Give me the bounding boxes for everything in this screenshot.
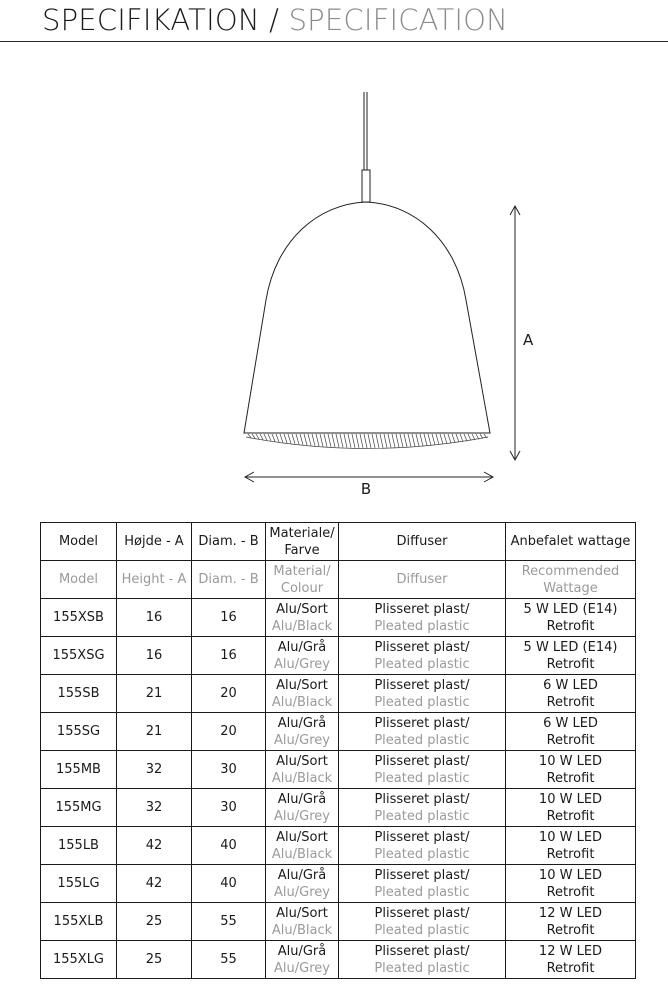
height-cell: 21 <box>117 713 192 751</box>
table-row <box>41 789 636 827</box>
wattage-type: Retrofit <box>546 770 595 786</box>
model-cell: 155XLG <box>41 941 117 979</box>
diameter-cell: 40 <box>192 865 266 903</box>
model-cell: 155MG <box>41 789 117 827</box>
table-row <box>41 637 636 675</box>
wattage-type: Retrofit <box>546 808 595 824</box>
wattage-value: 10 W LED <box>538 829 603 845</box>
diffuser-cell <box>339 751 506 789</box>
diffuser-english: Pleated plastic <box>374 618 470 634</box>
material-english: Alu/Black <box>271 922 333 938</box>
header-cell: Anbefalet wattage <box>506 523 636 561</box>
material-cell <box>266 713 339 751</box>
diameter-cell: 30 <box>192 789 266 827</box>
diffuser-english: Pleated plastic <box>374 922 470 938</box>
title-separator: / <box>269 3 280 37</box>
height-cell: 21 <box>117 675 192 713</box>
table-row <box>41 865 636 903</box>
material-english: Alu/Black <box>271 694 333 710</box>
header-cell: Model <box>41 523 117 561</box>
diameter-cell: 16 <box>192 637 266 675</box>
table-row <box>41 599 636 637</box>
material-cell <box>266 941 339 979</box>
table-row <box>41 675 636 713</box>
diffuser-cell <box>339 599 506 637</box>
material-english: Alu/Grey <box>274 732 330 748</box>
material-english: Alu/Black <box>271 618 333 634</box>
diffuser-cell <box>339 675 506 713</box>
header-cell: Diffuser <box>339 523 506 561</box>
wattage-cell <box>506 751 636 789</box>
material-danish: Alu/Sort <box>276 677 328 693</box>
material-english: Alu/Black <box>271 846 333 862</box>
diameter-cell: 30 <box>192 751 266 789</box>
wattage-cell <box>506 713 636 751</box>
material-danish: Alu/Grå <box>277 943 327 959</box>
header-cell: Height - A <box>117 561 192 599</box>
pendant-lamp-drawing <box>0 42 668 512</box>
wattage-value: 10 W LED <box>538 753 603 769</box>
wattage-type: Retrofit <box>546 656 595 672</box>
diffuser-english: Pleated plastic <box>374 694 470 710</box>
height-cell: 42 <box>117 827 192 865</box>
wattage-cell <box>506 865 636 903</box>
title-english: SPECIFICATION <box>288 3 509 37</box>
diffuser-cell <box>339 789 506 827</box>
model-cell: 155XLB <box>41 903 117 941</box>
model-cell: 155XSG <box>41 637 117 675</box>
wattage-value: 12 W LED <box>538 905 603 921</box>
wattage-cell <box>506 903 636 941</box>
page-title <box>42 3 508 37</box>
diffuser-cell <box>339 903 506 941</box>
material-english: Alu/Grey <box>274 884 330 900</box>
header-cell: Recommended Wattage <box>506 561 636 599</box>
diffuser-danish: Plisseret plast/ <box>374 905 470 921</box>
height-cell: 32 <box>117 751 192 789</box>
diffuser-danish: Plisseret plast/ <box>374 677 470 693</box>
wattage-type: Retrofit <box>546 618 595 634</box>
table-row <box>41 941 636 979</box>
dimension-a <box>510 206 520 460</box>
diameter-cell: 40 <box>192 827 266 865</box>
height-cell: 16 <box>117 599 192 637</box>
model-cell: 155LB <box>41 827 117 865</box>
material-danish: Alu/Grå <box>277 791 327 807</box>
header-cell: Material/ Colour <box>266 561 339 599</box>
diameter-cell: 55 <box>192 903 266 941</box>
diameter-cell: 20 <box>192 675 266 713</box>
wattage-cell <box>506 827 636 865</box>
diffuser-english: Pleated plastic <box>374 846 470 862</box>
wattage-value: 6 W LED <box>543 715 598 731</box>
lamp-pleats <box>246 434 488 449</box>
height-cell: 42 <box>117 865 192 903</box>
diameter-cell: 55 <box>192 941 266 979</box>
material-english: Alu/Black <box>271 770 333 786</box>
material-danish: Alu/Sort <box>276 829 328 845</box>
diffuser-cell <box>339 865 506 903</box>
diffuser-cell <box>339 713 506 751</box>
diffuser-english: Pleated plastic <box>374 808 470 824</box>
wattage-type: Retrofit <box>546 846 595 862</box>
height-cell: 32 <box>117 789 192 827</box>
model-cell: 155SB <box>41 675 117 713</box>
material-danish: Alu/Sort <box>276 753 328 769</box>
height-cell: 25 <box>117 941 192 979</box>
material-cell <box>266 637 339 675</box>
wattage-cell <box>506 599 636 637</box>
lamp-cord-holder <box>362 170 370 202</box>
material-cell <box>266 789 339 827</box>
material-danish: Alu/Grå <box>277 867 327 883</box>
lamp-shade <box>244 202 490 433</box>
header-row-english <box>41 561 636 599</box>
diffuser-danish: Plisseret plast/ <box>374 867 470 883</box>
model-cell: 155XSB <box>41 599 117 637</box>
table-row <box>41 751 636 789</box>
material-english: Alu/Grey <box>274 656 330 672</box>
wattage-value: 12 W LED <box>538 943 603 959</box>
header-cell: Højde - A <box>117 523 192 561</box>
material-cell <box>266 599 339 637</box>
material-danish: Alu/Grå <box>277 639 327 655</box>
diffuser-english: Pleated plastic <box>374 960 470 976</box>
diffuser-cell <box>339 637 506 675</box>
table-row <box>41 713 636 751</box>
diameter-cell: 20 <box>192 713 266 751</box>
specification-table <box>40 522 636 979</box>
wattage-type: Retrofit <box>546 884 595 900</box>
diffuser-english: Pleated plastic <box>374 884 470 900</box>
diffuser-danish: Plisseret plast/ <box>374 943 470 959</box>
diameter-cell: 16 <box>192 599 266 637</box>
header-cell: Diam. - B <box>192 561 266 599</box>
dimension-b-label: B <box>360 480 372 498</box>
model-cell: 155SG <box>41 713 117 751</box>
wattage-cell <box>506 637 636 675</box>
wattage-cell <box>506 789 636 827</box>
wattage-value: 10 W LED <box>538 791 603 807</box>
material-cell <box>266 903 339 941</box>
material-cell <box>266 865 339 903</box>
wattage-type: Retrofit <box>546 732 595 748</box>
material-danish: Alu/Sort <box>276 905 328 921</box>
header-cell: Model <box>41 561 117 599</box>
diffuser-english: Pleated plastic <box>374 770 470 786</box>
header-cell: Diffuser <box>339 561 506 599</box>
title-danish: SPECIFIKATION <box>42 3 260 37</box>
material-cell <box>266 827 339 865</box>
material-danish: Alu/Grå <box>277 715 327 731</box>
diffuser-danish: Plisseret plast/ <box>374 829 470 845</box>
diffuser-danish: Plisseret plast/ <box>374 753 470 769</box>
header-row-danish <box>41 523 636 561</box>
material-cell <box>266 675 339 713</box>
wattage-value: 6 W LED <box>543 677 598 693</box>
material-danish: Alu/Sort <box>276 601 328 617</box>
diffuser-english: Pleated plastic <box>374 656 470 672</box>
model-cell: 155MB <box>41 751 117 789</box>
dimension-a-label: A <box>523 331 534 349</box>
diffuser-cell <box>339 941 506 979</box>
wattage-type: Retrofit <box>546 960 595 976</box>
material-cell <box>266 751 339 789</box>
diffuser-english: Pleated plastic <box>374 732 470 748</box>
header-cell: Materiale/ Farve <box>266 523 339 561</box>
model-cell: 155LG <box>41 865 117 903</box>
wattage-cell <box>506 675 636 713</box>
diffuser-danish: Plisseret plast/ <box>374 715 470 731</box>
wattage-value: 5 W LED (E14) <box>523 601 618 617</box>
diffuser-danish: Plisseret plast/ <box>374 639 470 655</box>
table-row <box>41 827 636 865</box>
height-cell: 25 <box>117 903 192 941</box>
wattage-cell <box>506 941 636 979</box>
diffuser-cell <box>339 827 506 865</box>
wattage-value: 5 W LED (E14) <box>523 639 618 655</box>
material-english: Alu/Grey <box>274 808 330 824</box>
diffuser-danish: Plisseret plast/ <box>374 791 470 807</box>
material-english: Alu/Grey <box>274 960 330 976</box>
height-cell: 16 <box>117 637 192 675</box>
header-cell: Diam. - B <box>192 523 266 561</box>
wattage-type: Retrofit <box>546 694 595 710</box>
diffuser-danish: Plisseret plast/ <box>374 601 470 617</box>
wattage-value: 10 W LED <box>538 867 603 883</box>
wattage-type: Retrofit <box>546 922 595 938</box>
table-row <box>41 903 636 941</box>
